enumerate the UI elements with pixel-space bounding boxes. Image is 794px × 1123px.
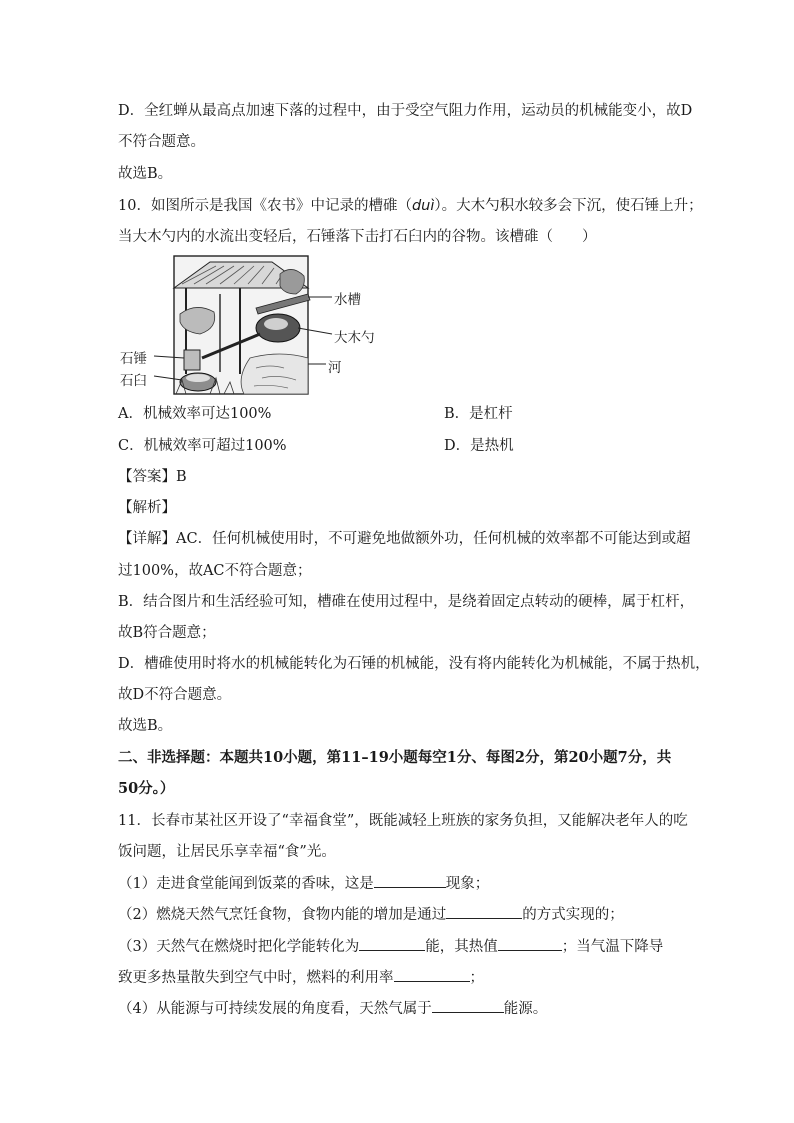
label-big-ladle: 大木勺: [334, 330, 375, 346]
q10-answer: 【答案】B: [118, 469, 187, 485]
q10-option-a: A．机械效率可达100%: [118, 406, 272, 422]
q10-d-line1: D．槽碓使用时将水的机械能转化为石锤的机械能，没有将内能转化为机械能，不属于热机，: [118, 656, 710, 672]
q11-blank-4[interactable]: [498, 936, 562, 951]
q10-b-line1: B．结合图片和生活经验可知，槽碓在使用过程中，是绕着固定点转动的硬棒，属于杠杆，: [118, 594, 695, 610]
q11-blank-2[interactable]: [446, 904, 522, 919]
label-river: 河: [328, 360, 342, 376]
q10-select-answer: 故选B。: [118, 718, 173, 734]
q10-figure-tilt-hammer: [120, 254, 375, 396]
q11-blank-3[interactable]: [359, 936, 425, 951]
prev-select-answer: 故选B。: [118, 166, 173, 182]
section2-heading-line2: 50分。）: [118, 780, 175, 797]
q10-detail-line2: 过100%，故AC不符合题意；: [118, 563, 312, 579]
q11-part1: （1）走进食堂能闻到饭菜的香味，这是 现象；: [118, 873, 489, 894]
q11-blank-6[interactable]: [432, 998, 504, 1013]
q10-option-b: B．是杠杆: [444, 406, 513, 422]
label-water-trough: 水槽: [334, 292, 361, 308]
prev-option-d-line2: 不符合题意。: [118, 134, 205, 150]
q11-part3-line1: （3）天然气在燃烧时把化学能转化为 能，其热值 ；当气温下降导: [118, 936, 663, 957]
q10-option-d: D．是热机: [444, 438, 514, 454]
q10-detail-line1: 【详解】AC．任何机械使用时，不可避免地做额外功，任何机械的效率都不可能达到或超: [118, 531, 691, 547]
q11-stem-line2: 饭问题，让居民乐享幸福“食”光。: [118, 844, 336, 860]
q11-part3-line2: 致更多热量散失到空气中时，燃料的利用率 ；: [118, 967, 484, 988]
q10-pinyin: duì: [411, 198, 435, 214]
tilt-hammer-illustration: [120, 254, 360, 396]
q11-stem-line1: 11．长春市某社区开设了“幸福食堂”，既能减轻上班族的家务负担，又能解决老年人的吃: [118, 813, 688, 829]
q10-d-line2: 故D不符合题意。: [118, 687, 232, 703]
label-stone-hammer: 石锤: [120, 351, 147, 367]
section2-heading-line1: 二、非选择题：本题共10小题，第11–19小题每空1分、每图2分，第20小题7分，共: [118, 749, 672, 766]
prev-option-d-line1: D．全红蝉从最高点加速下落的过程中，由于受空气阻力作用，运动员的机械能变小，故D: [118, 103, 693, 119]
q11-part2: （2）燃烧天然气烹饪食物，食物内能的增加是通过 的方式实现的；: [118, 904, 624, 925]
q10-b-line2: 故B符合题意；: [118, 625, 216, 641]
q10-stem-line2: 当大木勺内的水流出变轻后，石锤落下击打石臼内的谷物。该槽碓（ ）: [118, 229, 597, 245]
q10-stem-line1: 10．如图所示是我国《农书》中记录的槽碓（duì）。大木勺积水较多会下沉，使石锤上升；: [118, 198, 703, 214]
q11-blank-5[interactable]: [394, 967, 470, 982]
q11-part4: （4）从能源与可持续发展的角度看，天然气属于 能源。: [118, 998, 547, 1019]
label-stone-mortar: 石臼: [120, 373, 147, 389]
q11-blank-1[interactable]: [374, 873, 446, 888]
q10-option-c: C．机械效率可超过100%: [118, 438, 287, 454]
q10-analysis-title: 【解析】: [118, 500, 176, 516]
